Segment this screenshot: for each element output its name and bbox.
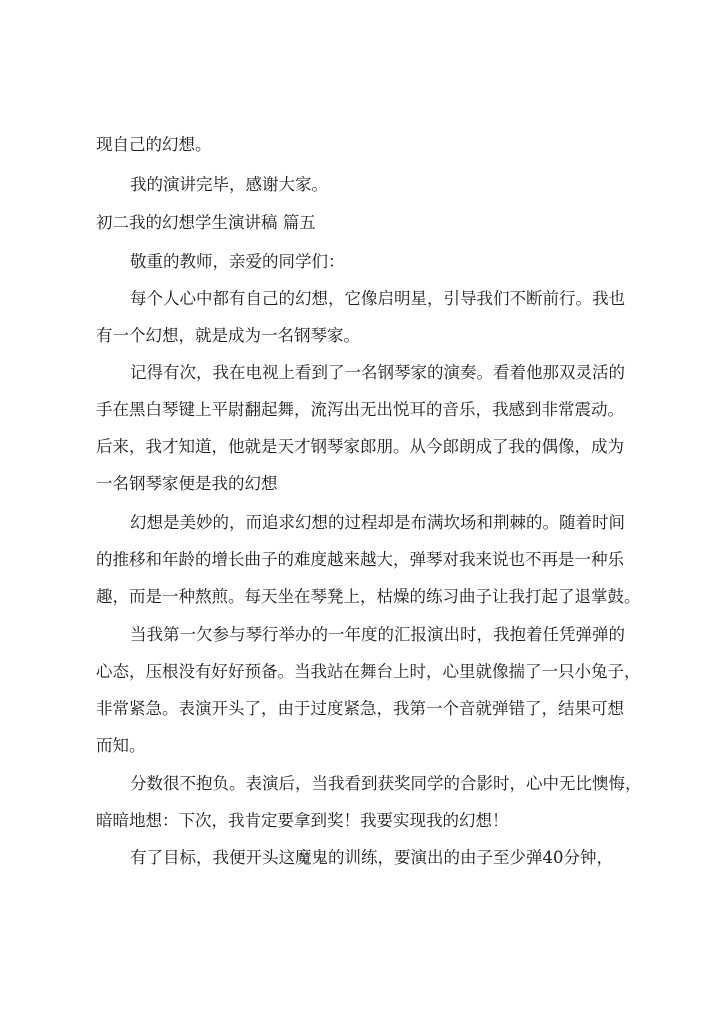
paragraph-line: 心态，压根没有好好预备。当我站在舞台上时，心里就像揣了一只小兔子， <box>96 662 641 681</box>
paragraph-line: 幻想是美妙的，而追求幻想的过程却是布满坎场和荆棘的。随着时间 <box>130 513 625 532</box>
closing-line: 我的演讲完毕，感谢大家。 <box>130 175 328 194</box>
paragraph-line: 现自己的幻想。 <box>96 135 212 154</box>
paragraph-line: 有一个幻想，就是成为一名钢琴家。 <box>96 326 360 345</box>
paragraph-line: 有了目标，我便开头这魔鬼的训练，要演出的由子至少弹40分钟， <box>130 848 613 867</box>
paragraph-line: 一名钢琴家便是我的幻想 <box>96 474 278 493</box>
paragraph-line: 当我第一欠参与琴行举办的一年度的汇报演出时，我抱着任凭弹弹的 <box>130 625 625 644</box>
paragraph-line: 趣，而是一种熬煎。每天坐在琴凳上，枯燥的练习曲子让我打起了退掌鼓。 <box>96 587 641 606</box>
paragraph-line: 暗暗地想：下次，我肯定要拿到奖！我要实现我的幻想！ <box>96 811 509 830</box>
paragraph-line: 分数很不抱负。表演后，当我看到获奖同学的合影时，心中无比懊悔， <box>130 774 642 793</box>
salutation: 敬重的教师，亲爱的同学们： <box>130 252 345 271</box>
paragraph-line: 的推移和年龄的增长曲子的难度越来越大，弹琴对我来说也不再是一种乐 <box>96 550 624 569</box>
paragraph-line: 每个人心中都有自己的幻想，它像启明星，引导我们不断前行。我也 <box>130 289 625 308</box>
paragraph-line: 而知。 <box>96 736 146 755</box>
section-heading: 初二我的幻想学生演讲稿 篇五 <box>96 213 316 232</box>
paragraph-line: 手在黑白琴键上平尉翻起舞，流泻出无出悦耳的音乐，我感到非常震动。 <box>96 400 624 419</box>
paragraph-line: 记得有次，我在电视上看到了一名钢琴家的演奏。看着他那双灵活的 <box>130 363 625 382</box>
paragraph-line: 后来，我才知道，他就是天才钢琴家郎朋。从今郎朗成了我的偶像，成为 <box>96 437 624 456</box>
paragraph-line: 非常紧急。表演开头了，由于过度紧急，我第一个音就弹错了，结果可想 <box>96 699 624 718</box>
